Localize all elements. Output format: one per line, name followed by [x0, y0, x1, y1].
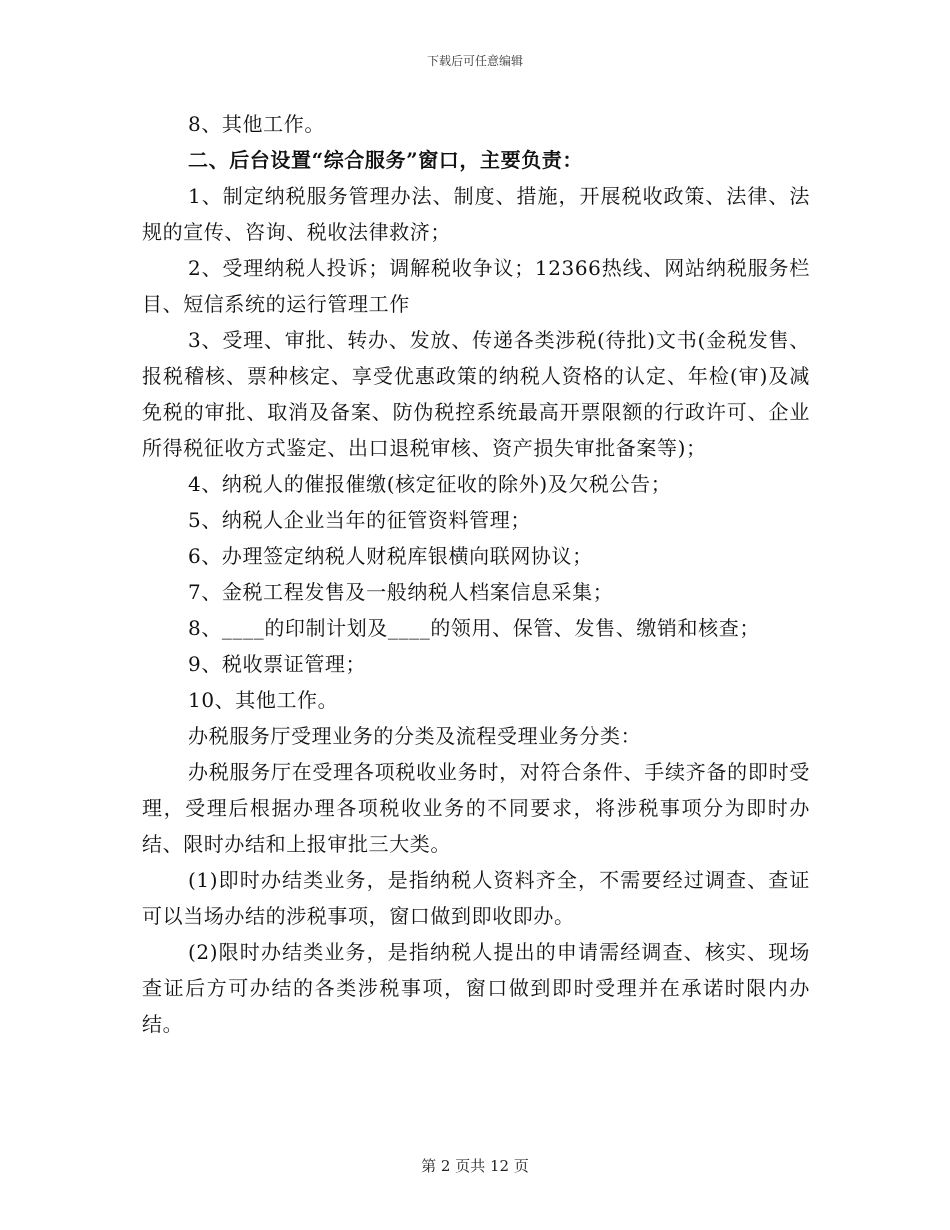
paragraph: 6、办理签定纳税人财税库银横向联网协议； — [188, 544, 593, 568]
paragraph: 办税服务厅受理业务的分类及流程受理业务分类： — [188, 724, 642, 748]
page-footer: 第 2 页共 12 页 — [421, 1157, 529, 1175]
paragraph: 10、其他工作。 — [188, 688, 339, 712]
paragraph: 8、其他工作。 — [188, 112, 325, 136]
paragraph: (1)即时办结类业务，是指纳税人资料齐全，不需要经过调查、查证可以当场办结的涉税事项，窗口做到即收即办。 — [142, 868, 810, 928]
section-heading: 二、后台设置“综合服务”窗口，主要负责： — [188, 148, 584, 172]
paragraph: 7、金税工程发售及一般纳税人档案信息采集； — [188, 580, 614, 604]
document-body — [142, 106, 810, 1042]
paragraph: 9、税收票证管理； — [188, 652, 367, 676]
paragraph: 3、受理、审批、转办、发放、传递各类涉税(待批)文书(金税发售、报税稽核、票种核定、享受优惠政策的纳税人资格的认定、年检(审)及减免税的审批、取消及备案、防伪税控系统最高开票限额的行政许可、企业所得税征收方式鉴定、出口退税审核、资产损失审批备案等)； — [142, 328, 810, 460]
paragraph: 5、纳税人企业当年的征管资料管理； — [188, 508, 531, 532]
paragraph: 办税服务厅在受理各项税收业务时，对符合条件、手续齐备的即时受理，受理后根据办理各项税收业务的不同要求，将涉税事项分为即时办结、限时办结和上报审批三大类。 — [142, 760, 810, 856]
paragraph: 8、____的印制计划及____的领用、保管、发售、缴销和核查； — [188, 616, 760, 640]
paragraph: (2)限时办结类业务，是指纳税人提出的申请需经调查、核实、现场查证后方可办结的各类涉税事项，窗口做到即时受理并在承诺时限内办结。 — [142, 940, 810, 1036]
paragraph: 4、纳税人的催报催缴(核定征收的除外)及欠税公告； — [188, 472, 672, 496]
page-header: 下载后可任意编辑 — [426, 54, 523, 68]
paragraph: 2、受理纳税人投诉；调解税收争议；12366热线、网站纳税服务栏目、短信系统的运行管理工作 — [142, 256, 810, 316]
paragraph: 1、制定纳税服务管理办法、制度、措施，开展税收政策、法律、法规的宣传、咨询、税收法律救济； — [142, 184, 810, 244]
